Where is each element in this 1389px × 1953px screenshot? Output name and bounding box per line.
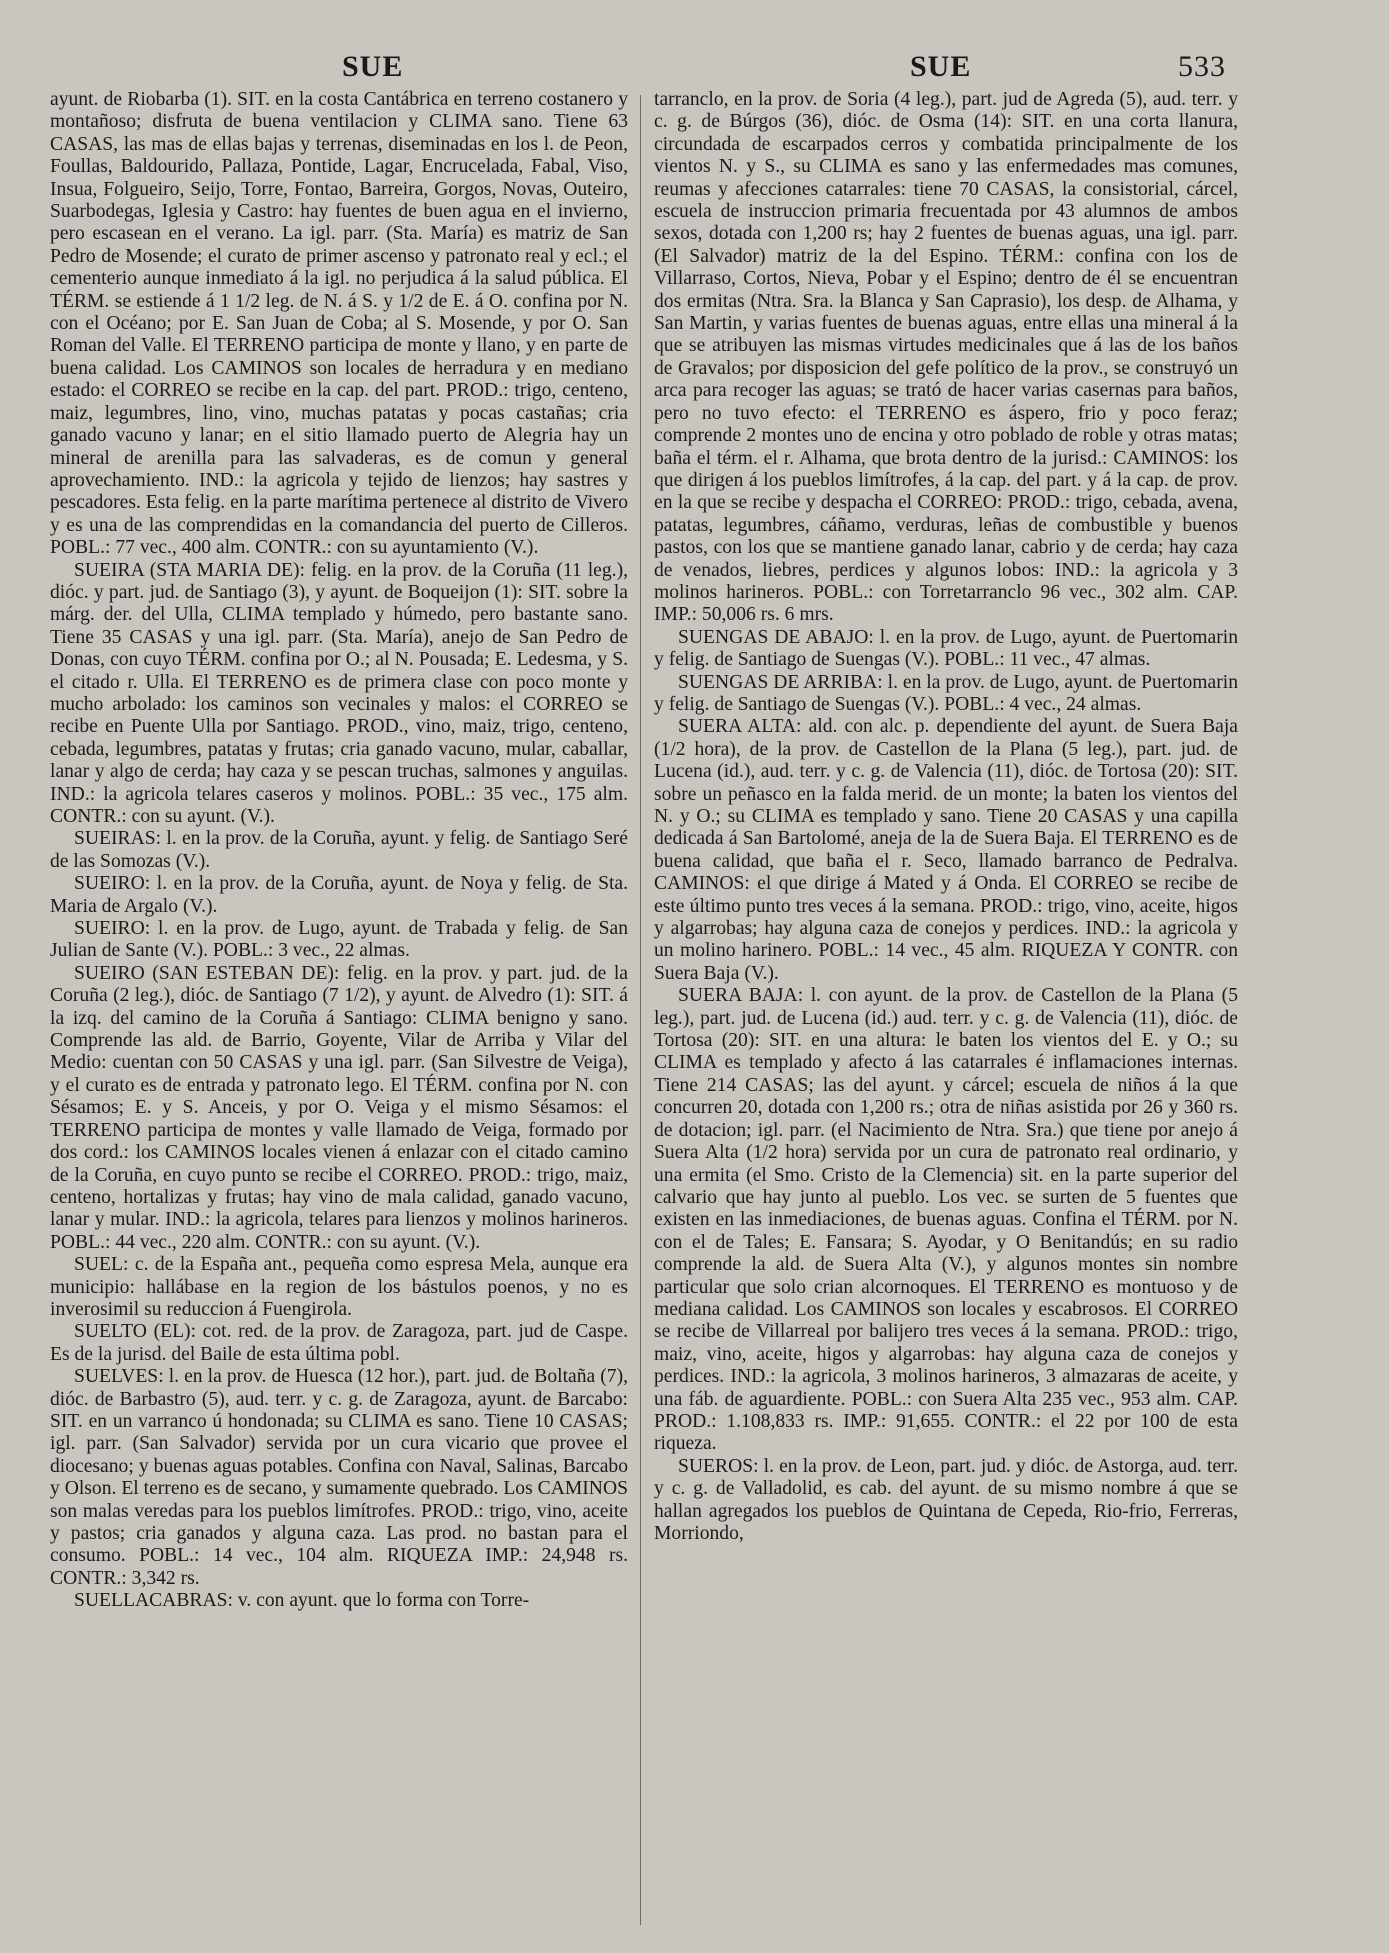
header-left-title: SUE [342, 50, 404, 83]
entry-sueiro-coruna: SUEIRO: l. en la prov. de la Coruña, ayunt. de Noya y felig. de Sta. Maria de Argalo (V.). [50, 873, 628, 917]
page-header [0, 50, 1389, 90]
entry-suengas-de-arriba: SUENGAS DE ARRIBA: l. en la prov. de Lugo, ayunt. de Puertomarin y felig. de Santiago de Suengas (V.). POBL.: 4 vec., 24 almas. [654, 671, 1238, 715]
entry-suera-baja: SUERA BAJA: l. con ayunt. de la prov. de Castellon de la Plana (5 leg.), part. jud. de Lucena (id.) aud. terr. y c. g. de Valencia (11), dióc. de Tortosa (20): SIT. en una altura: le baten los vientos del E. y O.; su CLIMA es templado y afecto á las catarrales é inflamaciones internas. Tiene 214 CASAS; las del ayunt. y cárcel; escuela de niños á la que concurren 20, dotada con 1,200 rs.; otra de niñas asistida por 26 y 360 rs. de dotacion; igl. parr. (el Nacimiento de Ntra. Sra.) que tiene por anejo á Suera Alta (1/2 hora) servida por un cura de patronato real ordinario, y una ermita (el Smo. Cristo de la Clemencia) sit. en la parte superior del calvario que hay junto al pueblo. Los vec. se surten de 5 fuentes que existen en las inmediaciones, de buenas aguas. Confina el TÉRM. por N. con el de Tales; E. Fansara; S. Ayodar, y O Benitandús; en su radio comprende la ald. de Suera Alta (V.), y algunos montes sin nombre particular que solo crian alcornoques. El TERRENO es montuoso y de mediana calidad. Los CAMINOS son locales y escabrosos. El CORREO se recibe de Villarreal por balijero tres veces á la semana. PROD.: trigo, maiz, vino, aceite, higos y algarrobas: hay alguna caza de conejos y perdices. IND.: la agricola, 3 molinos harineros, 3 almazaras de aceite, y una fáb. de aguardiente. POBL.: con Suera Alta 235 vec., 953 alm. CAP. PROD.: 1.108,833 rs. IMP.: 91,655. CONTR.: el 22 por 100 de esta riqueza. [654, 985, 1238, 1455]
entry-sueiro-san-esteban: SUEIRO (SAN ESTEBAN DE): felig. en la prov. y part. jud. de la Coruña (2 leg.), dióc. de Santiago (7 1/2), y ayunt. de Alvedro (1): SIT. á la izq. del camino de la Coruña á Santiago: CLIMA benigno y sano. Comprende las ald. de Barrio, Goyente, Vilar de Arriba y Vilar del Medio: cuentan con 50 CASAS y una igl. parr. (San Silvestre de Veiga), y el curato es de entrada y patronato lego. El TÉRM. confina por N. con Sésamos; E. y S. Anceis, y por O. Veiga y el mismo Sésamos: el TERRENO participa de montes y valle llamado de Veiga, formado por dos cord.: los CAMINOS locales vienen á enlazar con el citado camino de la Coruña, en cuyo punto se recibe el CORREO. PROD.: trigo, maiz, centeno, hortalizas y frutas; hay vino de mala calidad, ganado vacuno, lanar y mular. IND.: la agricola, telares para lienzos y molinos harineros. POBL.: 44 vec., 220 alm. CONTR.: con su ayunt. (V.). [50, 962, 628, 1253]
entry-riobarba-continuation: ayunt. de Riobarba (1). SIT. en la costa Cantábrica en terreno costanero y montañoso; disfruta de buena ventilacion y CLIMA sano. Tiene 63 CASAS, las mas de ellas bajas y terrenas, diseminadas en los l. de Peon, Foullas, Baldourido, Pallaza, Pontide, Lagar, Encrucelada, Fabal, Viso, Insua, Folgueiro, Seijo, Torre, Fontao, Barreira, Gorgos, Novas, Outeiro, Suarbodegas, Iglesia y Castro: hay fuentes de buen agua en el invierno, pero escasean en el verano. La igl. parr. (Sta. María) es matriz de San Pedro de Mosende; el curato de primer ascenso y patronato real y ecl.; el cementerio aunque inmediato á la igl. no perjudica á la salud pública. El TÉRM. se estiende á 1 1/2 leg. de N. á S. y 1/2 de E. á O. confina por N. con el Océano; por E. San Juan de Coba; al S. Mosende, y por O. San Roman del Valle. El TERRENO participa de monte y llano, y en parte de buena calidad. Los CAMINOS son locales de herradura y en mediano estado: el CORREO se recibe en la cap. del part. PROD.: trigo, centeno, maiz, legumbres, lino, vino, muchas patatas y pocas castañas; cria ganado vacuno y lanar; en el sitio llamado puerto de Alegria hay un mineral de arenilla para las salvaderas, es de comun y general aprovechamiento. IND.: la agricola y tejido de lienzos; hay sastres y pescadores. Esta felig. en la parte marítima pertenece al distrito de Vivero y es una de las comprendidas en la comandancia del puerto de Cilleros. POBL.: 77 vec., 400 alm. CONTR.: con su ayuntamiento (V.). [50, 89, 628, 559]
entry-suellacabras: SUELLACABRAS: v. con ayunt. que lo forma con Torre- [74, 1590, 530, 1612]
entry-suellacabras-continuation: tarranclo, en la prov. de Soria (4 leg.), part. jud de Agreda (5), aud. terr. y c. g. de Búrgos (36), dióc. de Osma (14): SIT. en una corta llanura, circundada de escarpados cerros y combatida principalmente de los vientos N. y S., su CLIMA es sano y las enfermedades mas comunes, reumas y afecciones catarrales: tiene 70 CASAS, la consistorial, cárcel, escuela de instruccion primaria frecuentada por 43 alumnos de ambos sexos, dotada con 1,200 rs; hay 2 fuentes de buenas aguas, una igl. parr. (El Salvador) matriz de la del Espino. TÉRM.: confina con los de Villarraso, Cortos, Nieva, Pobar y el Espino; dentro de él se encuentran dos ermitas (Ntra. Sra. la Blanca y San Caprasio), los desp. de Alhama, y San Martin, y varias fuentes de buenas aguas, entre ellas una mineral á la que se atribuyen las mismas virtudes medicinales que á las de los baños de Gravalos; por disposicion del gefe político de la prov., se construyó un arca para recoger las aguas; se trató de hacer varias casernas para baños, pero no tuvo efecto: el TERRENO es áspero, frio y poco feraz; comprende 2 montes uno de encina y otro poblado de roble y otras matas; baña el térm. el r. Alhama, que brota dentro de la jurisd.: CAMINOS: los que dirigen á los pueblos limítrofes, á la cap. del part. y á la cap. de prov. en la que se recibe y despacha el CORREO: PROD.: trigo, cebada, avena, patatas, legumbres, cáñamo, verduras, leñas de combustible y buenos pastos, con los que se mantiene ganado lanar, cabrio y de cerda; hay caza de venados, liebres, perdices y algunos lobos: IND.: la agricola y 3 molinos harineros. POBL.: con Torretarranclo 96 vec., 302 alm. CAP. IMP.: 50,006 rs. 6 mrs. [654, 89, 1238, 626]
header-center-title: SUE [910, 50, 972, 83]
entry-sueros: SUEROS: l. en la prov. de Leon, part. jud. y dióc. de Astorga, aud. terr. y c. g. de Valladolid, es cab. del ayunt. de su mismo nombre á que se hallan agregados los pueblos de Quintana de Cepeda, Rio-frio, Ferreras, Morriondo, [654, 1455, 1238, 1544]
right-column [654, 89, 1238, 1945]
entry-suelto: SUELTO (EL): cot. red. de la prov. de Zaragoza, part. jud de Caspe. Es de la jurisd. del Baile de esta última pobl. [50, 1321, 628, 1365]
entry-sueiras: SUEIRAS: l. en la prov. de la Coruña, ayunt. y felig. de Santiago Seré de las Somozas (V.). [50, 828, 628, 872]
left-column [50, 89, 628, 1945]
entry-suel: SUEL: c. de la España ant., pequeña como espresa Mela, aunque era municipio: hallábase en la region de los bástulos poenos, y no es inverosimil su reduccion á Fuengirola. [50, 1254, 628, 1320]
entry-suera-alta: SUERA ALTA: ald. con alc. p. dependiente del ayunt. de Suera Baja (1/2 hora), de la prov. de Castellon de la Plana (5 leg.), part. jud. de Lucena (id.), aud. terr. y c. g. de Valencia (11), dióc. de Tortosa (20): SIT. sobre un peñasco en la falda merid. de un monte; la baten los vientos del N. y O.; su CLIMA es templado y sano. Tiene 20 CASAS y una capilla dedicada á San Bartolomé, aneja de la de Suera Baja. El TERRENO es de buena calidad, que baña el r. Seco, llamado barranco de Pedralva. CAMINOS: el que dirige á Mated y á Onda. El CORREO se recibe de este último punto tres veces á la semana. PROD.: trigo, vino, aceite, higos y algarrobas; hay alguna caza de conejos y perdices. IND.: la agricola y un molino harinero. POBL.: 14 vec., 45 alm. RIQUEZA Y CONTR. con Suera Baja (V.). [654, 716, 1238, 984]
entry-suengas-de-abajo: SUENGAS DE ABAJO: l. en la prov. de Lugo, ayunt. de Puertomarin y felig. de Santiago de Suengas (V.). POBL.: 11 vec., 47 almas. [654, 626, 1238, 671]
page-number: 533 [1178, 50, 1226, 83]
entry-suelves: SUELVES: l. en la prov. de Huesca (12 hor.), part. jud. de Boltaña (7), dióc. de Barbastro (5), aud. terr. y c. g. de Zaragoza, ayunt. de Barcabo: SIT. en un varranco ú hondonada; su CLIMA es sano. Tiene 10 CASAS; igl. parr. (San Salvador) servida por un cura vicario que provee el diocesano; y buenas aguas potables. Confina con Naval, Salinas, Barcabo y Olson. El terreno es de secano, y sumamente quebrado. Los CAMINOS son malas veredas para los pueblos limítrofes. PROD.: trigo, vino, aceite y pastos; cria ganados y alguna caza. Las prod. no bastan para el consumo. POBL.: 14 vec., 104 alm. RIQUEZA IMP.: 24,948 rs. CONTR.: 3,342 rs. [50, 1366, 628, 1589]
entry-sueiro-lugo: SUEIRO: l. en la prov. de Lugo, ayunt. de Trabada y felig. de San Julian de Sante (V.). POBL.: 3 vec., 22 almas. [50, 918, 628, 962]
column-divider [640, 95, 641, 1925]
entry-sueira: SUEIRA (STA MARIA DE): felig. en la prov. de la Coruña (11 leg.), dióc. y part. jud. de Santiago (3), y ayunt. de Boqueijon (1): SIT. sobre la márg. der. del Ulla, CLIMA templado y húmedo, pero bastante sano. Tiene 35 CASAS y una igl. parr. (Sta. María), anejo de San Pedro de Donas, con cuyo TÉRM. confina por O.; al N. Pousada; E. Ledesma, y S. el citado r. Ulla. El TERRENO es de primera clase con poco monte y mucho arbolado: los caminos son vecinales y malos: el CORREO se recibe en Puente Ulla por Santiago. PROD., vino, maiz, trigo, centeno, cebada, legumbres, patatas y frutas; cria ganado vacuno, mular, caballar, lanar y algo de cerda; hay caza y se pescan truchas, salmones y anguilas. IND.: la agricola telares caseros y molinos. POBL.: 35 vec., 175 alm. CONTR.: con su ayunt. (V.). [50, 559, 628, 827]
